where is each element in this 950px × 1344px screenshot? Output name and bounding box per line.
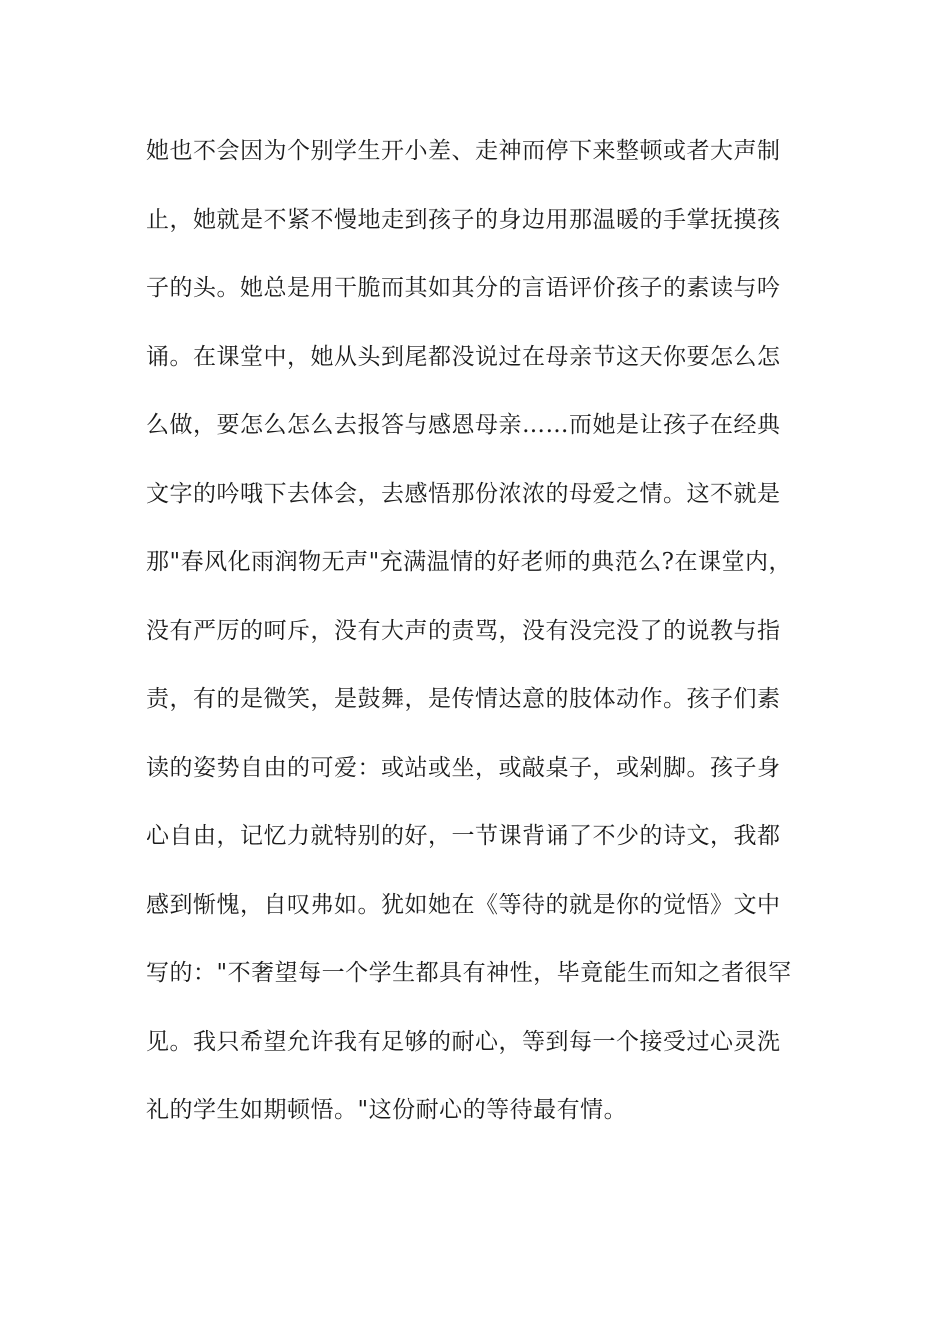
- text-line: 见。我只希望允许我有足够的耐心，等到每一个接受过心灵洗: [146, 1028, 781, 1055]
- text-line: 礼的学生如期顿悟。"这份耐心的等待最有情。: [146, 1097, 628, 1123]
- text-line: 她也不会因为个别学生开小差、走神而停下来整顿或者大声制: [146, 138, 781, 164]
- text-line: 子的头。她总是用干脆而其如其分的言语评价孩子的素读与吟: [146, 275, 781, 301]
- text-line: 么做，要怎么怎么去报答与感恩母亲……而她是让孩子在经典: [146, 412, 781, 438]
- text-line: 文字的吟哦下去体会，去感悟那份浓浓的母爱之情。这不就是: [146, 480, 781, 507]
- text-line: 读的姿势自由的可爱：或站或坐，或敲桌子，或剁脚。孩子身: [146, 754, 781, 781]
- text-line: 感到惭愧，自叹弗如。犹如她在《等待的就是你的觉悟》文中: [146, 891, 781, 918]
- body-paragraph: [146, 128, 806, 1156]
- text-line: 心自由，记忆力就特别的好，一节课背诵了不少的诗文，我都: [146, 823, 781, 849]
- text-line: 止，她就是不紧不慢地走到孩子的身边用那温暖的手掌抚摸孩: [146, 206, 781, 233]
- text-line: 没有严厉的呵斥，没有大声的责骂，没有没完没了的说教与指: [146, 617, 781, 644]
- text-line: 诵。在课堂中，她从头到尾都没说过在母亲节这天你要怎么怎: [146, 343, 781, 370]
- text-line: 那"春风化雨润物无声"充满温情的好老师的典范么?在课堂内，: [146, 549, 792, 575]
- text-line: 写的："不奢望每一个学生都具有神性，毕竟能生而知之者很罕: [146, 960, 792, 986]
- text-line: 责，有的是微笑，是鼓舞，是传情达意的肢体动作。孩子们素: [146, 686, 781, 712]
